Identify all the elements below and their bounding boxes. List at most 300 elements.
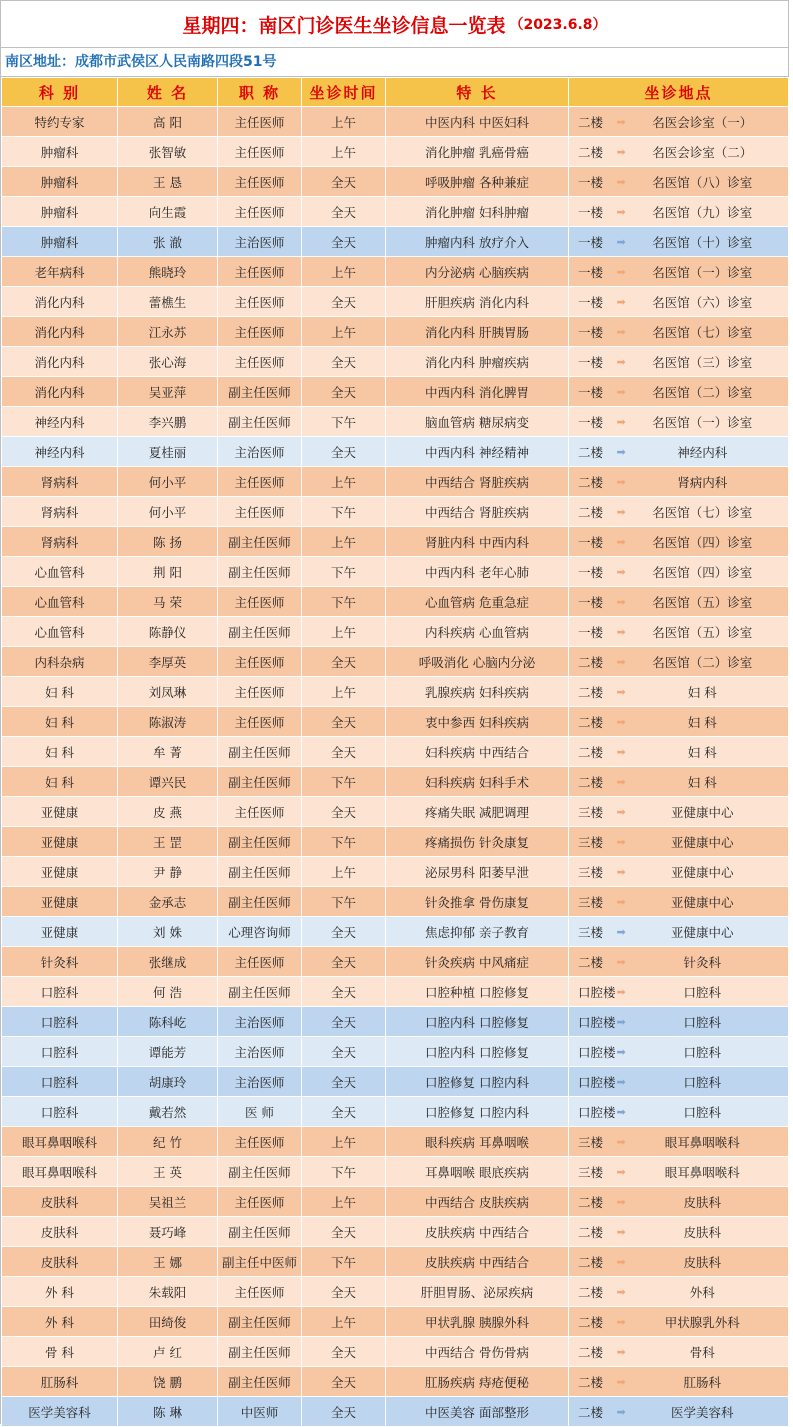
location-text: 妇 科 [687,714,717,730]
name-cell: 朱载阳 [118,1277,218,1307]
location-text: 名医馆（五）诊室 [652,594,753,610]
time-cell: 上午 [302,137,386,167]
specialty-cell: 口腔修复 口腔内科 [386,1097,569,1127]
location-cell [617,1337,789,1367]
location-text: 名医馆（四）诊室 [652,534,753,550]
title-cell: 主任医师 [218,167,302,197]
floor-cell: 二楼 [569,737,617,767]
floor-cell: 一楼 [569,197,617,227]
dept-cell: 外 科 [2,1277,118,1307]
location-cell [617,1157,789,1187]
title-cell: 副主任医师 [218,1367,302,1397]
time-cell: 下午 [302,767,386,797]
right-arrow-icon: ➡ [616,565,626,578]
time-cell: 全天 [302,707,386,737]
location-cell [617,1277,789,1307]
table-row [2,1157,789,1187]
floor-cell: 三楼 [569,1157,617,1187]
specialty-cell: 口腔种植 口腔修复 [386,977,569,1007]
floor-cell: 二楼 [569,1307,617,1337]
specialty-cell: 消化肿瘤 妇科肿瘤 [386,197,569,227]
right-arrow-icon: ➡ [616,265,626,278]
name-cell: 王 娜 [118,1247,218,1277]
title-cell: 主治医师 [218,1007,302,1037]
name-cell: 王 恳 [118,167,218,197]
location-cell [617,647,789,677]
location-cell [617,617,789,647]
floor-cell: 三楼 [569,887,617,917]
table-row [2,227,789,257]
dept-cell: 外 科 [2,1307,118,1337]
right-arrow-icon: ➡ [616,445,626,458]
time-cell: 上午 [302,1187,386,1217]
location-text: 名医馆（一）诊室 [652,264,753,280]
name-cell: 张心海 [118,347,218,377]
right-arrow-icon: ➡ [616,805,626,818]
time-cell: 下午 [302,587,386,617]
location-cell [617,1217,789,1247]
location-text: 名医馆（九）诊室 [652,204,753,220]
name-cell: 戴若然 [118,1097,218,1127]
location-cell [617,1067,789,1097]
dept-cell: 心血管科 [2,557,118,587]
name-cell: 夏桂丽 [118,437,218,467]
dept-cell: 口腔科 [2,1037,118,1067]
location-text: 名医馆（三）诊室 [652,354,753,370]
table-row [2,467,789,497]
location-text: 名医馆（二）诊室 [652,654,753,670]
time-cell: 全天 [302,1037,386,1067]
table-row [2,257,789,287]
header-name: 姓 名 [118,78,218,107]
table-row [2,917,789,947]
title-cell: 副主任医师 [218,1337,302,1367]
specialty-cell: 消化肿瘤 乳癌骨癌 [386,137,569,167]
dept-cell: 消化内科 [2,317,118,347]
floor-cell: 三楼 [569,827,617,857]
name-cell: 何小平 [118,497,218,527]
specialty-cell: 耳鼻咽喉 眼底疾病 [386,1157,569,1187]
right-arrow-icon: ➡ [616,505,626,518]
specialty-cell: 消化内科 肝胰胃肠 [386,317,569,347]
location-cell [617,857,789,887]
name-cell: 陈 扬 [118,527,218,557]
specialty-cell: 呼吸肿瘤 各种兼症 [386,167,569,197]
location-text: 皮肤科 [683,1254,722,1270]
header-row [2,78,789,107]
location-cell [617,947,789,977]
floor-cell: 一楼 [569,527,617,557]
name-cell: 王 英 [118,1157,218,1187]
time-cell: 全天 [302,377,386,407]
time-cell: 下午 [302,557,386,587]
name-cell: 张继成 [118,947,218,977]
floor-cell: 口腔楼 [569,1007,617,1037]
name-cell: 陈科屹 [118,1007,218,1037]
location-text: 妇 科 [687,684,717,700]
floor-cell: 二楼 [569,1397,617,1427]
time-cell: 下午 [302,827,386,857]
specialty-cell: 泌尿男科 阳萎早泄 [386,857,569,887]
title-cell: 医 师 [218,1097,302,1127]
table-row [2,347,789,377]
time-cell: 上午 [302,257,386,287]
name-cell: 金承志 [118,887,218,917]
specialty-cell: 肾脏内科 中西内科 [386,527,569,557]
right-arrow-icon: ➡ [616,385,626,398]
floor-cell: 一楼 [569,407,617,437]
name-cell: 陈 琳 [118,1397,218,1427]
floor-cell: 一楼 [569,377,617,407]
table-row [2,377,789,407]
specialty-cell: 脑血管病 糖尿病变 [386,407,569,437]
location-cell [617,197,789,227]
table-row [2,1187,789,1217]
location-text: 亚健康中心 [671,864,734,880]
table-body [2,107,789,1427]
title-cell: 主治医师 [218,227,302,257]
table-row [2,977,789,1007]
specialty-cell: 疼痛失眠 减肥调理 [386,797,569,827]
name-cell: 向生霞 [118,197,218,227]
location-cell [617,797,789,827]
name-cell: 何小平 [118,467,218,497]
floor-cell: 一楼 [569,347,617,377]
table-row [2,1217,789,1247]
table-row [2,1097,789,1127]
location-text: 口腔科 [683,1014,722,1030]
time-cell: 上午 [302,1127,386,1157]
location-text: 针灸科 [683,954,722,970]
time-cell: 全天 [302,1007,386,1037]
floor-cell: 二楼 [569,497,617,527]
name-cell: 尹 静 [118,857,218,887]
time-cell: 全天 [302,167,386,197]
floor-cell: 二楼 [569,437,617,467]
location-cell [617,767,789,797]
time-cell: 全天 [302,287,386,317]
time-cell: 全天 [302,977,386,1007]
specialty-cell: 疼痛损伤 针灸康复 [386,827,569,857]
location-cell [617,437,789,467]
floor-cell: 口腔楼 [569,1067,617,1097]
right-arrow-icon: ➡ [616,715,626,728]
location-text: 名医馆（二）诊室 [652,384,753,400]
location-text: 妇 科 [687,774,717,790]
name-cell: 王 罡 [118,827,218,857]
right-arrow-icon: ➡ [616,655,626,668]
right-arrow-icon: ➡ [616,1285,626,1298]
location-cell [617,1037,789,1067]
name-cell: 熊晓玲 [118,257,218,287]
floor-cell: 二楼 [569,137,617,167]
specialty-cell: 中西结合 肾脏疾病 [386,467,569,497]
title-cell: 主任医师 [218,107,302,137]
location-text: 名医会诊室（一） [652,114,753,130]
specialty-cell: 甲状乳腺 胰腺外科 [386,1307,569,1337]
location-text: 亚健康中心 [671,804,734,820]
dept-cell: 口腔科 [2,977,118,1007]
floor-cell: 一楼 [569,317,617,347]
dept-cell: 亚健康 [2,827,118,857]
header-specialty: 特 长 [386,78,569,107]
location-text: 肾病内科 [677,474,728,490]
right-arrow-icon: ➡ [616,1255,626,1268]
floor-cell: 一楼 [569,257,617,287]
location-text: 名医馆（七）诊室 [652,324,753,340]
right-arrow-icon: ➡ [616,1135,626,1148]
dept-cell: 心血管科 [2,617,118,647]
right-arrow-icon: ➡ [616,205,626,218]
location-cell [617,1397,789,1427]
floor-cell: 二楼 [569,1337,617,1367]
right-arrow-icon: ➡ [616,175,626,188]
name-cell: 吴祖兰 [118,1187,218,1217]
time-cell: 下午 [302,497,386,527]
title-cell: 心理咨询师 [218,917,302,947]
right-arrow-icon: ➡ [616,895,626,908]
floor-cell: 二楼 [569,1367,617,1397]
specialty-cell: 中西结合 皮肤疾病 [386,1187,569,1217]
title-cell: 副主任中医师 [218,1247,302,1277]
schedule-table [1,77,789,1427]
dept-cell: 消化内科 [2,347,118,377]
dept-cell: 神经内科 [2,407,118,437]
location-cell [617,1097,789,1127]
title-cell: 副主任医师 [218,557,302,587]
time-cell: 下午 [302,1157,386,1187]
floor-cell: 三楼 [569,857,617,887]
specialty-cell: 肝胆胃肠、泌尿疾病 [386,1277,569,1307]
location-cell [617,137,789,167]
table-row [2,1397,789,1427]
specialty-cell: 中西结合 肾脏疾病 [386,497,569,527]
location-text: 肛肠科 [683,1374,722,1390]
time-cell: 上午 [302,617,386,647]
time-cell: 上午 [302,857,386,887]
location-text: 名医馆（六）诊室 [652,294,753,310]
table-row [2,647,789,677]
right-arrow-icon: ➡ [616,1405,626,1418]
floor-cell: 三楼 [569,917,617,947]
right-arrow-icon: ➡ [616,355,626,368]
time-cell: 全天 [302,347,386,377]
table-row [2,167,789,197]
location-text: 口腔科 [683,1104,722,1120]
location-cell [617,467,789,497]
name-cell: 胡康玲 [118,1067,218,1097]
table-row [2,887,789,917]
header-title: 职 称 [218,78,302,107]
time-cell: 全天 [302,1217,386,1247]
title-cell: 主任医师 [218,257,302,287]
right-arrow-icon: ➡ [616,685,626,698]
specialty-cell: 针灸推拿 骨伤康复 [386,887,569,917]
title-cell: 副主任医师 [218,1157,302,1187]
specialty-cell: 肝胆疾病 消化内科 [386,287,569,317]
location-cell [617,887,789,917]
right-arrow-icon: ➡ [616,1045,626,1058]
time-cell: 上午 [302,1307,386,1337]
table-row [2,1007,789,1037]
title-cell: 主任医师 [218,197,302,227]
dept-cell: 亚健康 [2,857,118,887]
name-cell: 纪 竹 [118,1127,218,1157]
title-cell: 主任医师 [218,1127,302,1157]
title-cell: 主任医师 [218,1277,302,1307]
right-arrow-icon: ➡ [616,1015,626,1028]
location-text: 口腔科 [683,1074,722,1090]
location-text: 皮肤科 [683,1224,722,1240]
dept-cell: 皮肤科 [2,1217,118,1247]
location-text: 亚健康中心 [671,894,734,910]
name-cell: 聂巧峰 [118,1217,218,1247]
specialty-cell: 内分泌病 心脑疾病 [386,257,569,287]
table-row [2,1307,789,1337]
dept-cell: 肿瘤科 [2,137,118,167]
table-row [2,587,789,617]
name-cell: 荆 阳 [118,557,218,587]
dept-cell: 妇 科 [2,707,118,737]
floor-cell: 二楼 [569,677,617,707]
location-cell [617,167,789,197]
table-row [2,827,789,857]
name-cell: 田绮俊 [118,1307,218,1337]
right-arrow-icon: ➡ [616,1075,626,1088]
time-cell: 全天 [302,437,386,467]
floor-cell: 二楼 [569,1187,617,1217]
time-cell: 下午 [302,1247,386,1277]
title-cell: 副主任医师 [218,857,302,887]
specialty-cell: 肛肠疾病 痔疮便秘 [386,1367,569,1397]
dept-cell: 皮肤科 [2,1247,118,1277]
name-cell: 蕾樵生 [118,287,218,317]
specialty-cell: 乳腺疾病 妇科疾病 [386,677,569,707]
specialty-cell: 内科疾病 心血管病 [386,617,569,647]
specialty-cell: 中西内科 神经精神 [386,437,569,467]
specialty-cell: 妇科疾病 妇科手术 [386,767,569,797]
floor-cell: 一楼 [569,227,617,257]
dept-cell: 肾病科 [2,467,118,497]
right-arrow-icon: ➡ [616,745,626,758]
dept-cell: 骨 科 [2,1337,118,1367]
floor-cell: 二楼 [569,647,617,677]
dept-cell: 口腔科 [2,1067,118,1097]
dept-cell: 妇 科 [2,737,118,767]
name-cell: 刘 姝 [118,917,218,947]
dept-cell: 老年病科 [2,257,118,287]
table-row [2,137,789,167]
table-row [2,1127,789,1157]
title-text: 星期四：南区门诊医生坐诊信息一览表 [182,14,506,37]
title-cell: 副主任医师 [218,377,302,407]
time-cell: 全天 [302,737,386,767]
table-row [2,527,789,557]
location-cell [617,917,789,947]
floor-cell: 一楼 [569,587,617,617]
dept-cell: 消化内科 [2,377,118,407]
time-cell: 全天 [302,1337,386,1367]
table-row [2,767,789,797]
location-text: 骨科 [689,1344,715,1360]
dept-cell: 亚健康 [2,887,118,917]
specialty-cell: 皮肤疾病 中西结合 [386,1247,569,1277]
floor-cell: 口腔楼 [569,977,617,1007]
title-cell: 主任医师 [218,677,302,707]
table-row [2,497,789,527]
time-cell: 全天 [302,917,386,947]
title-cell: 副主任医师 [218,887,302,917]
floor-cell: 二楼 [569,707,617,737]
page-title [1,1,788,48]
table-row [2,737,789,767]
title-cell: 主任医师 [218,1187,302,1217]
right-arrow-icon: ➡ [616,925,626,938]
table-row [2,1277,789,1307]
location-text: 亚健康中心 [671,834,734,850]
time-cell: 全天 [302,1277,386,1307]
floor-cell: 口腔楼 [569,1097,617,1127]
table-row [2,947,789,977]
title-cell: 主任医师 [218,587,302,617]
location-text: 神经内科 [677,444,728,460]
right-arrow-icon: ➡ [616,1375,626,1388]
right-arrow-icon: ➡ [616,475,626,488]
name-cell: 吴亚萍 [118,377,218,407]
right-arrow-icon: ➡ [616,325,626,338]
name-cell: 饶 鹏 [118,1367,218,1397]
location-text: 眼耳鼻咽喉科 [664,1164,740,1180]
specialty-cell: 中西内科 老年心肺 [386,557,569,587]
floor-cell: 二楼 [569,767,617,797]
table-row [2,107,789,137]
time-cell: 全天 [302,1067,386,1097]
time-cell: 全天 [302,797,386,827]
specialty-cell: 针灸疾病 中风痛症 [386,947,569,977]
name-cell: 马 荣 [118,587,218,617]
location-text: 眼耳鼻咽喉科 [664,1134,740,1150]
title-cell: 主任医师 [218,287,302,317]
table-row [2,797,789,827]
right-arrow-icon: ➡ [616,595,626,608]
dept-cell: 针灸科 [2,947,118,977]
title-cell: 中医师 [218,1397,302,1427]
specialty-cell: 中西内科 消化脾胃 [386,377,569,407]
table-row [2,1067,789,1097]
location-text: 甲状腺乳外科 [664,1314,740,1330]
time-cell: 上午 [302,677,386,707]
name-cell: 谭兴民 [118,767,218,797]
right-arrow-icon: ➡ [616,1105,626,1118]
right-arrow-icon: ➡ [616,775,626,788]
location-cell [617,827,789,857]
specialty-cell: 口腔内科 口腔修复 [386,1007,569,1037]
table-row [2,1337,789,1367]
dept-cell: 亚健康 [2,917,118,947]
location-text: 口腔科 [683,984,722,1000]
location-text: 名医馆（七）诊室 [652,504,753,520]
specialty-cell: 中医内科 中医妇科 [386,107,569,137]
specialty-cell: 呼吸消化 心脑内分泌 [386,647,569,677]
floor-cell: 一楼 [569,617,617,647]
title-cell: 主治医师 [218,1037,302,1067]
location-cell [617,1007,789,1037]
right-arrow-icon: ➡ [616,535,626,548]
dept-cell: 妇 科 [2,677,118,707]
floor-cell: 一楼 [569,557,617,587]
location-cell [617,1127,789,1157]
specialty-cell: 肿瘤内科 放疗介入 [386,227,569,257]
